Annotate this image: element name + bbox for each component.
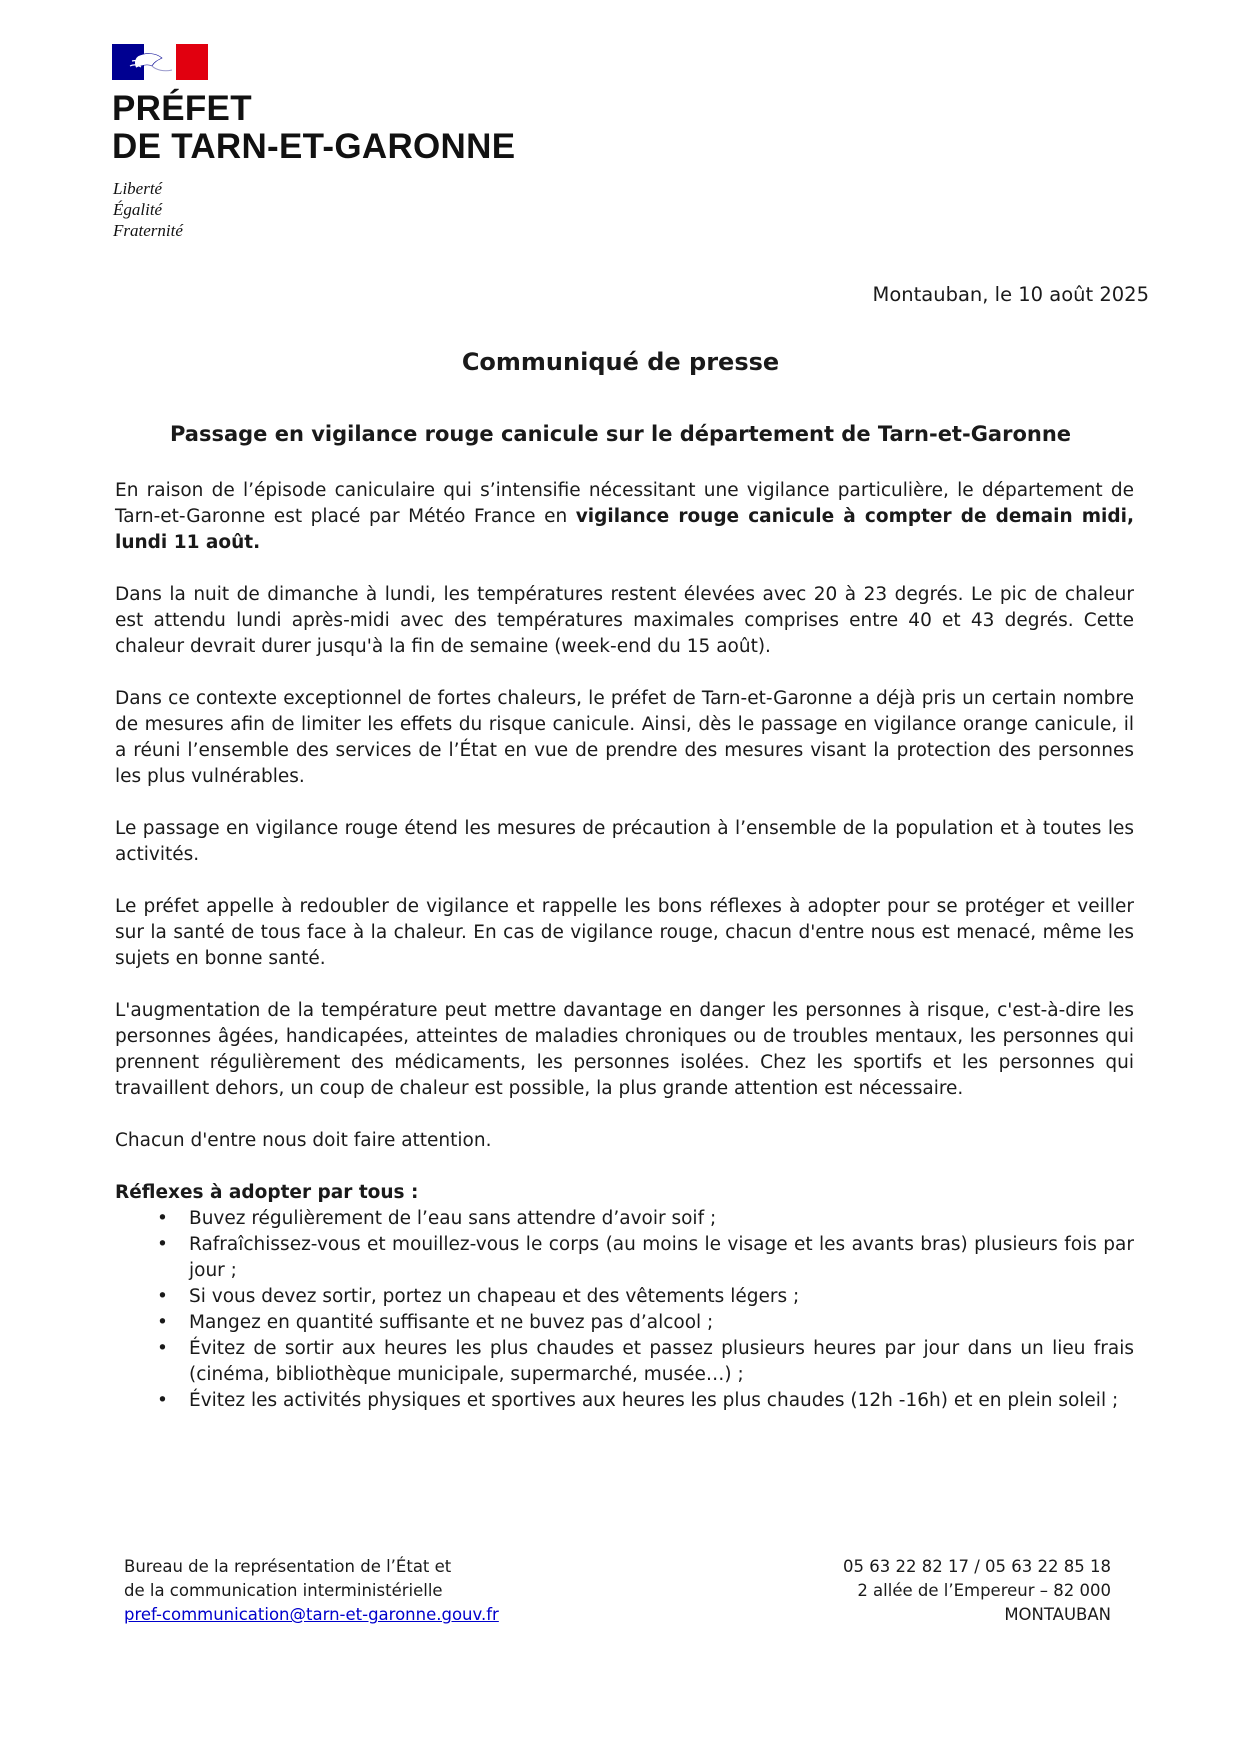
document-title: Communiqué de presse <box>461 348 780 376</box>
paragraph: En raison de l’épisode caniculaire qui s’intensifie nécessitant une vigilance particulière, le département de Tarn-et-Garonne est placé par Météo France en vigilance rouge canicule à compter de demain midi, lundi 11 août. <box>115 480 1134 553</box>
marianne-logo-icon <box>112 44 208 80</box>
document-body <box>115 478 1134 1414</box>
list-item: • Mangez en quantité suffisante et ne buvez pas d’alcool ; <box>189 1310 1134 1336</box>
vigilance-highlight: vigilance rouge canicule à compter de demain midi, lundi 11 août. <box>115 506 1134 553</box>
list-item: • Évitez les activités physiques et sportives aux heures les plus chaudes (12h -16h) et en plein soleil ; <box>189 1388 1134 1414</box>
paragraph: Chacun d'entre nous doit faire attention. <box>115 1130 492 1151</box>
document-date: Montauban, le 10 août 2025 <box>872 283 1149 306</box>
footer-contact-office: Bureau de la représentation de l’État et de la communication interministérielle pref-communication@tarn-et-garonne.gouv.fr <box>124 1557 499 1624</box>
republic-motto: Liberté Égalité Fraternité <box>113 179 183 240</box>
list-item: • Évitez de sortir aux heures les plus chaudes et passez plusieurs heures par jour dans un lieu frais (cinéma, bibliothèque municipale, supermarché, musée…) ; <box>189 1336 1134 1388</box>
paragraph: Dans ce contexte exceptionnel de fortes chaleurs, le préfet de Tarn-et-Garonne a déjà pris un certain nombre de mesures afin de limiter les effets du risque canicule. Ainsi, dès le passage en vigilance orange canicule, il a réuni l’ensemble des services de l’État en vue de prendre des mesures visant la protection des personnes les plus vulnérables. <box>115 688 1134 787</box>
email-link[interactable]: pref-communication@tarn-et-garonne.gouv.fr <box>124 1605 499 1624</box>
document-subtitle: Passage en vigilance rouge canicule sur le département de Tarn-et-Garonne <box>169 422 1072 446</box>
list-item: • Rafraîchissez-vous et mouillez-vous le corps (au moins le visage et les avants bras) plusieurs fois par jour ; <box>189 1232 1134 1284</box>
paragraph: Le passage en vigilance rouge étend les mesures de précaution à l’ensemble de la population et à toutes les activités. <box>115 818 1134 865</box>
reflexes-list <box>115 1206 1134 1414</box>
phone-numbers: 05 63 22 82 17 / 05 63 22 85 18 <box>843 1557 1111 1576</box>
list-item: • Buvez régulièrement de l’eau sans attendre d’avoir soif ; <box>189 1206 1134 1232</box>
reflexes-heading: Réflexes à adopter par tous : <box>115 1182 419 1203</box>
paragraph: Le préfet appelle à redoubler de vigilance et rappelle les bons réflexes à adopter pour se protéger et veiller sur la santé de tous face à la chaleur. En cas de vigilance rouge, chacun d'entre nous est menacé, même les sujets en bonne santé. <box>115 896 1134 969</box>
list-item: • Si vous devez sortir, portez un chapeau et des vêtements légers ; <box>189 1284 1134 1310</box>
institution-name: PRÉFET DE TARN-ET-GARONNE <box>112 89 516 166</box>
paragraph: L'augmentation de la température peut mettre davantage en danger les personnes à risque, c'est-à-dire les personnes âgées, handicapées, atteintes de maladies chroniques ou de troubles mentaux, les personnes qui prennent régulièrement des médicaments, les personnes isolées. Chez les sportifs et les personnes qui travaillent dehors, un coup de chaleur est possible, la plus grande attention est nécessaire. <box>115 1000 1134 1099</box>
paragraph: Dans la nuit de dimanche à lundi, les températures restent élevées avec 20 à 23 degrés. Le pic de chaleur est attendu lundi après-midi avec des températures maximales comprises entre 40 et 43 degrés. Cette chaleur devrait durer jusqu'à la fin de semaine (week-end du 15 août). <box>115 584 1134 657</box>
footer-contact-address: 05 63 22 82 17 / 05 63 22 85 18 2 allée de l’Empereur – 82 000 MONTAUBAN <box>843 1557 1111 1624</box>
